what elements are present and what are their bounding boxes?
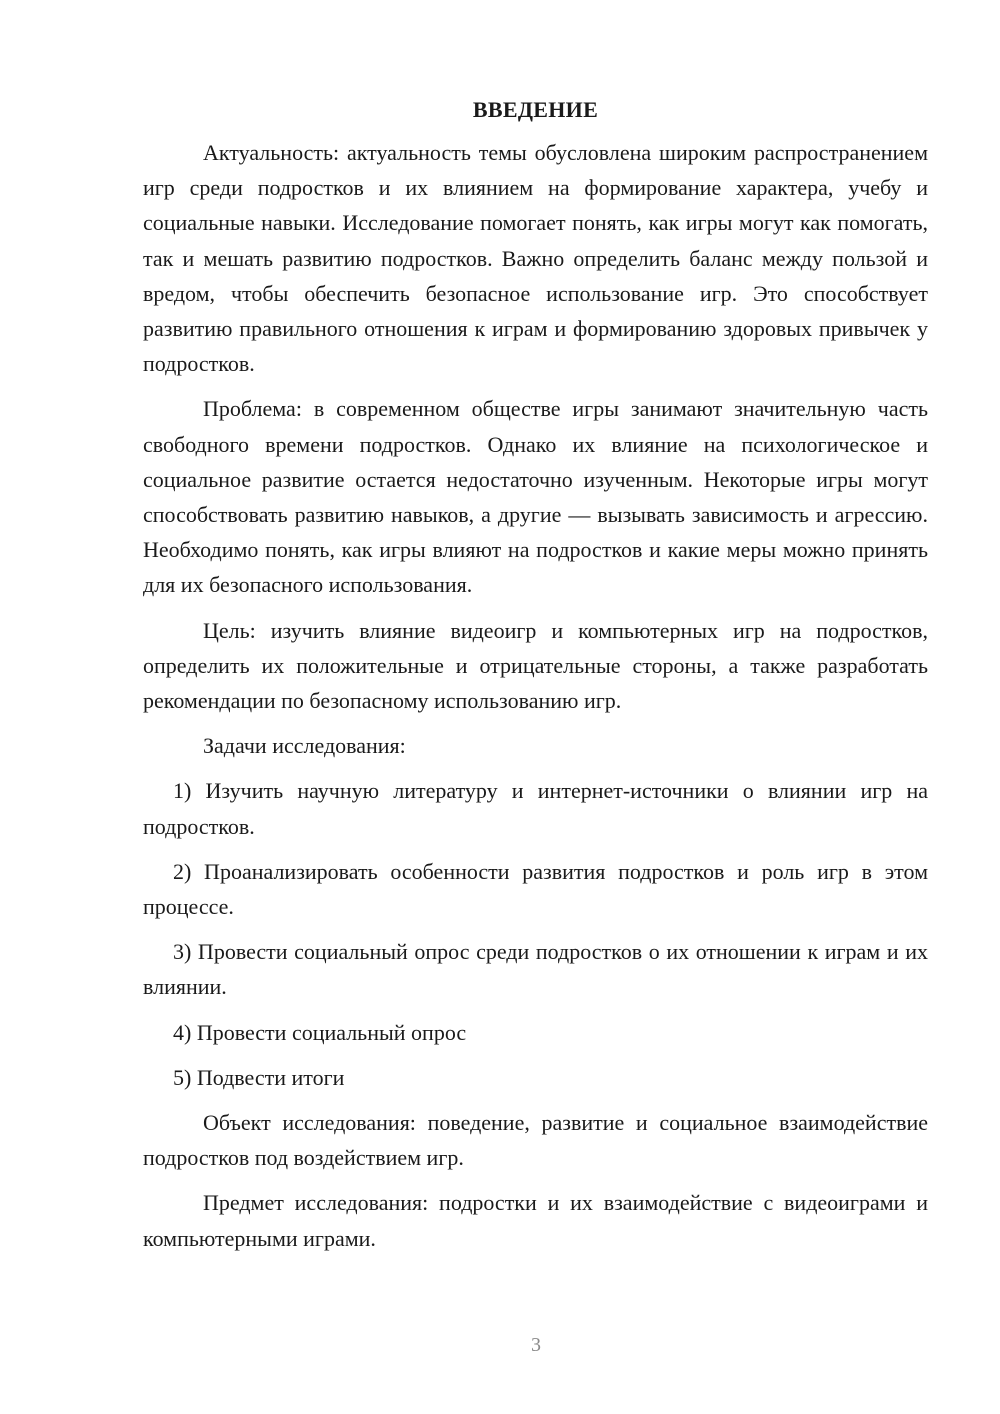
task-item-2: 2) Проанализировать особенности развития подростков и роль игр в этом процессе. [143, 858, 928, 920]
document-page [143, 92, 928, 1266]
tasks-heading: Задачи исследования: [203, 733, 406, 759]
paragraph-relevance: Актуальность: актуальность темы обусловлена широким распространением игр среди подростков и их влиянием на формирование характера, учебу и социальные навыки. Исследование помогает понять, как игры могут как помогать, так и мешать развитию подростков. Важно определить баланс между пользой и вредом, чтобы обеспечить безопасное использование игр. Это способствует развитию правильного отношения к играм и формированию здоровых привычек у подростков. [143, 140, 928, 377]
page-title: ВВЕДЕНИЕ [472, 97, 599, 122]
paragraph-object: Объект исследования: поведение, развитие и социальное взаимодействие подростков под воздействием игр. [143, 1110, 928, 1171]
task-item-4: 4) Провести социальный опрос [173, 1019, 467, 1045]
task-item-1: 1) Изучить научную литературу и интернет-источники о влиянии игр на подростков. [143, 778, 928, 839]
paragraph-subject: Предмет исследования: подростки и их взаимодействие с видеоиграми и компьютерными играми. [143, 1190, 928, 1251]
paragraph-problem: Проблема: в современном обществе игры занимают значительную часть свободного времени подростков. Однако их влияние на психологическое и социальное развитие остается недостаточно изученным. Некоторые игры могут способствовать развитию навыков, а другие — вызывать зависимость и агрессию. Необходимо понять, как игры влияют на подростков и какие меры можно принять для их безопасного использования. [143, 396, 928, 598]
task-item-3: 3) Провести социальный опрос среди подростков о их отношении к играм и их влиянии. [143, 939, 928, 1000]
task-item-5: 5) Подвести итоги [173, 1064, 345, 1090]
paragraph-goal: Цель: изучить влияние видеоигр и компьютерных игр на подростков, определить их положительные и отрицательные стороны, а также разработать рекомендации по безопасному использованию игр. [143, 617, 928, 714]
page-number: 3 [531, 1334, 541, 1356]
